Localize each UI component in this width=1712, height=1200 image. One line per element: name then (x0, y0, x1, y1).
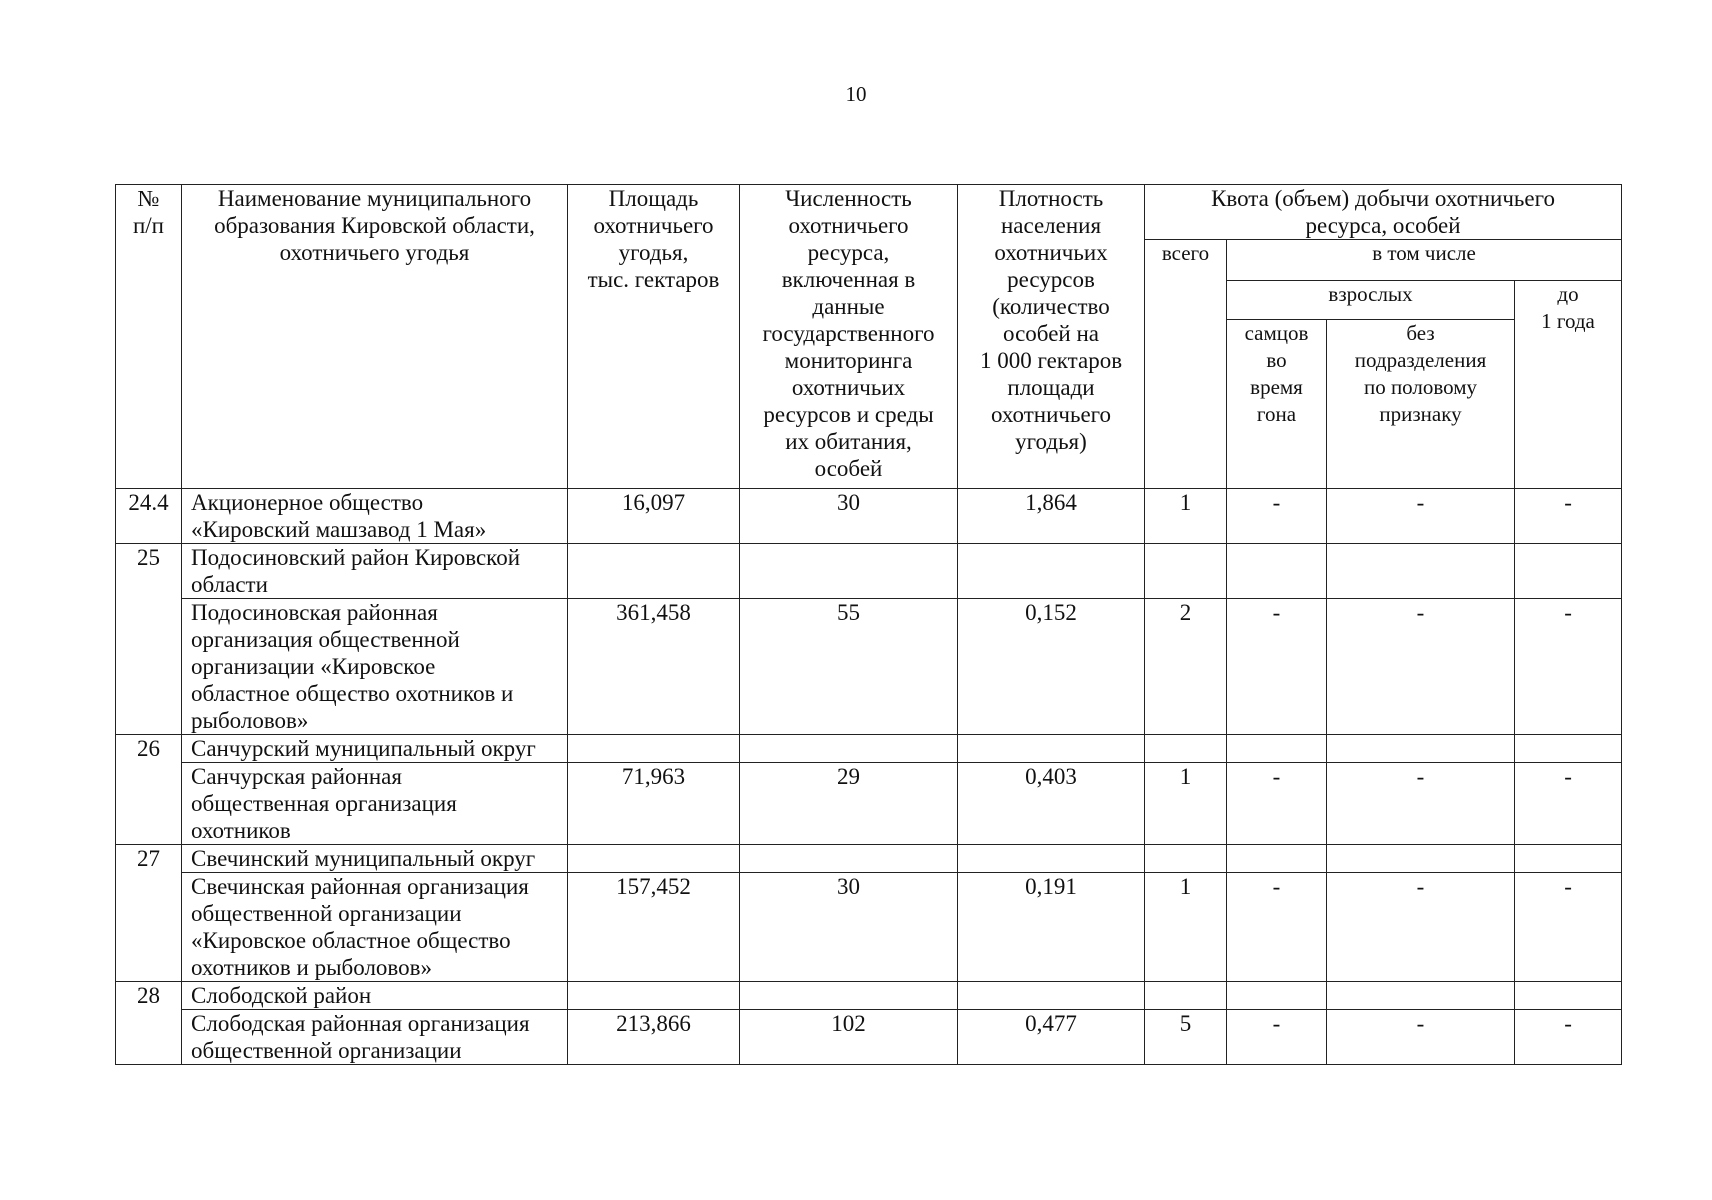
cell-density (958, 544, 1145, 599)
text-line: Слободская районная организация (191, 1011, 530, 1036)
text-line: Акционерное общество (191, 490, 424, 515)
text-line: охотничьих (994, 240, 1108, 265)
text-line: Подосиновская районная (191, 600, 438, 625)
text-line: Плотность (998, 186, 1104, 211)
header-under-year (1515, 281, 1622, 489)
table-row (116, 544, 1622, 599)
table-row (116, 599, 1622, 735)
header-males (1227, 320, 1327, 489)
header-count (740, 185, 958, 489)
cell-name (182, 489, 568, 544)
cell-density (958, 845, 1145, 873)
text-line: общественная организация (191, 791, 457, 816)
cell-num: 28 (116, 982, 182, 1065)
text-line: «Кировский машзавод 1 Мая» (191, 517, 487, 542)
cell-total: 1 (1145, 489, 1227, 544)
text-line: тыс. гектаров (587, 267, 720, 292)
cell-area: 157,452 (568, 873, 740, 982)
page-number: 10 (845, 82, 867, 106)
cell-no-sex: - (1327, 1010, 1515, 1065)
text-line: государственного (762, 321, 935, 346)
table-row (116, 845, 1622, 873)
cell-under-year: - (1515, 489, 1622, 544)
text-line: области (191, 572, 268, 597)
cell-under-year: - (1515, 873, 1622, 982)
text-line: Подосиновский район Кировской (191, 545, 520, 570)
cell-count (740, 845, 958, 873)
cell-no-sex: - (1327, 489, 1515, 544)
text-line: рыболовов» (191, 708, 309, 733)
header-name (182, 185, 568, 489)
text-line: 1 000 гектаров (979, 348, 1123, 373)
text-line: Санчурский муниципальный округ (191, 736, 536, 761)
cell-no-sex (1327, 735, 1515, 763)
cell-density: 0,191 (958, 873, 1145, 982)
text-line: ресурсов (1007, 267, 1095, 292)
cell-males (1227, 544, 1327, 599)
text-line: ресурса, особей (1305, 213, 1461, 238)
table-row (116, 873, 1622, 982)
cell-name (182, 763, 568, 845)
cell-males: - (1227, 763, 1327, 845)
table-row (116, 735, 1622, 763)
quota-table (115, 184, 1622, 1065)
text-line: организация общественной (191, 627, 460, 652)
text-line: 1 года (1541, 309, 1595, 333)
cell-density: 0,152 (958, 599, 1145, 735)
table-body (116, 489, 1622, 1065)
cell-name (182, 845, 568, 873)
text-line: гона (1256, 402, 1297, 426)
cell-total: 2 (1145, 599, 1227, 735)
cell-males: - (1227, 873, 1327, 982)
cell-total (1145, 982, 1227, 1010)
cell-total (1145, 735, 1227, 763)
text-line: Наименование муниципального (217, 186, 532, 211)
text-line: «Кировское областное общество (191, 928, 511, 953)
cell-area (568, 982, 740, 1010)
text-line: охотничьего (788, 213, 909, 238)
text-line: ресурса, (807, 240, 890, 265)
cell-name (182, 873, 568, 982)
text-line: Численность (785, 186, 912, 211)
text-line: по половому (1363, 375, 1478, 399)
text-line: Квота (объем) добычи охотничьего (1211, 186, 1555, 211)
cell-density (958, 982, 1145, 1010)
cell-count: 55 (740, 599, 958, 735)
header-area (568, 185, 740, 489)
text-line: п/п (132, 213, 164, 238)
cell-name (182, 544, 568, 599)
text-line: общественной организации (191, 901, 462, 926)
cell-area: 71,963 (568, 763, 740, 845)
table-row (116, 982, 1622, 1010)
cell-males: - (1227, 489, 1327, 544)
text-line: охотничьего (990, 402, 1112, 427)
text-line: образования Кировской области, (214, 213, 535, 238)
text-line: общественной организации (191, 1038, 462, 1063)
text-line: областное общество охотников и (191, 681, 514, 706)
text-line: без (1406, 321, 1435, 345)
text-line: населения (1000, 213, 1102, 238)
header-quota (1145, 185, 1622, 240)
cell-no-sex (1327, 544, 1515, 599)
cell-num: 26 (116, 735, 182, 845)
cell-num: 27 (116, 845, 182, 982)
cell-area (568, 544, 740, 599)
text-line: Слободской район (191, 983, 372, 1008)
cell-total: 1 (1145, 873, 1227, 982)
cell-males: - (1227, 1010, 1327, 1065)
cell-count: 102 (740, 1010, 958, 1065)
text-line: охотников (191, 818, 291, 843)
text-line: мониторинга (784, 348, 913, 373)
cell-name (182, 599, 568, 735)
cell-no-sex: - (1327, 873, 1515, 982)
cell-total: 5 (1145, 1010, 1227, 1065)
cell-total: 1 (1145, 763, 1227, 845)
cell-under-year (1515, 735, 1622, 763)
header-total: всего (1145, 240, 1227, 489)
cell-count (740, 544, 958, 599)
cell-no-sex (1327, 845, 1515, 873)
cell-males: - (1227, 599, 1327, 735)
header-num (116, 185, 182, 489)
cell-count (740, 735, 958, 763)
cell-count: 29 (740, 763, 958, 845)
text-line: № (137, 186, 160, 211)
text-line: ресурсов и среды (763, 402, 934, 427)
cell-under-year (1515, 982, 1622, 1010)
header-adults: взрослых (1227, 281, 1515, 320)
cell-no-sex: - (1327, 763, 1515, 845)
cell-name (182, 982, 568, 1010)
text-line: во (1266, 348, 1287, 372)
text-line: угодья) (1015, 429, 1087, 454)
text-line: охотничьего (593, 213, 714, 238)
text-line: включенная в (781, 267, 916, 292)
cell-count: 30 (740, 489, 958, 544)
cell-area (568, 845, 740, 873)
text-line: площади (1007, 375, 1095, 400)
cell-total (1145, 845, 1227, 873)
cell-total (1145, 544, 1227, 599)
text-line: охотничьих (791, 375, 906, 400)
text-line: (количество (992, 294, 1110, 319)
cell-males (1227, 845, 1327, 873)
text-line: до (1557, 282, 1579, 306)
cell-no-sex (1327, 982, 1515, 1010)
cell-males (1227, 735, 1327, 763)
cell-count: 30 (740, 873, 958, 982)
cell-under-year (1515, 544, 1622, 599)
text-line: охотников и рыболовов» (191, 955, 432, 980)
text-line: Площадь (608, 186, 699, 211)
text-line: подразделения (1354, 348, 1487, 372)
cell-density: 0,477 (958, 1010, 1145, 1065)
cell-num: 25 (116, 544, 182, 735)
text-line: Санчурская районная (191, 764, 402, 789)
cell-under-year: - (1515, 1010, 1622, 1065)
cell-count (740, 982, 958, 1010)
text-line: особей на (1003, 321, 1099, 346)
text-line: организации «Кировское (191, 654, 436, 679)
text-line: самцов (1244, 321, 1309, 345)
cell-under-year (1515, 845, 1622, 873)
text-line: данные (812, 294, 885, 319)
text-line: угодья, (618, 240, 689, 265)
table-row (116, 489, 1622, 544)
cell-under-year: - (1515, 763, 1622, 845)
header-no-sex (1327, 320, 1515, 489)
cell-area: 213,866 (568, 1010, 740, 1065)
cell-name (182, 1010, 568, 1065)
cell-name (182, 735, 568, 763)
table-header (116, 185, 1622, 489)
text-line: признаку (1379, 402, 1462, 426)
cell-no-sex: - (1327, 599, 1515, 735)
text-line: охотничьего угодья (279, 240, 470, 265)
cell-density (958, 735, 1145, 763)
cell-density: 1,864 (958, 489, 1145, 544)
cell-area: 16,097 (568, 489, 740, 544)
cell-num: 24.4 (116, 489, 182, 544)
table-row (116, 763, 1622, 845)
cell-area: 361,458 (568, 599, 740, 735)
text-line: их обитания, (785, 429, 912, 454)
cell-males (1227, 982, 1327, 1010)
text-line: особей (814, 456, 883, 481)
text-line: Свечинская районная организация (191, 874, 529, 899)
text-line: Свечинский муниципальный округ (191, 846, 536, 871)
header-including: в том числе (1227, 240, 1622, 281)
table-row (116, 1010, 1622, 1065)
cell-density: 0,403 (958, 763, 1145, 845)
text-line: время (1250, 375, 1303, 399)
cell-area (568, 735, 740, 763)
cell-under-year: - (1515, 599, 1622, 735)
header-density (958, 185, 1145, 489)
